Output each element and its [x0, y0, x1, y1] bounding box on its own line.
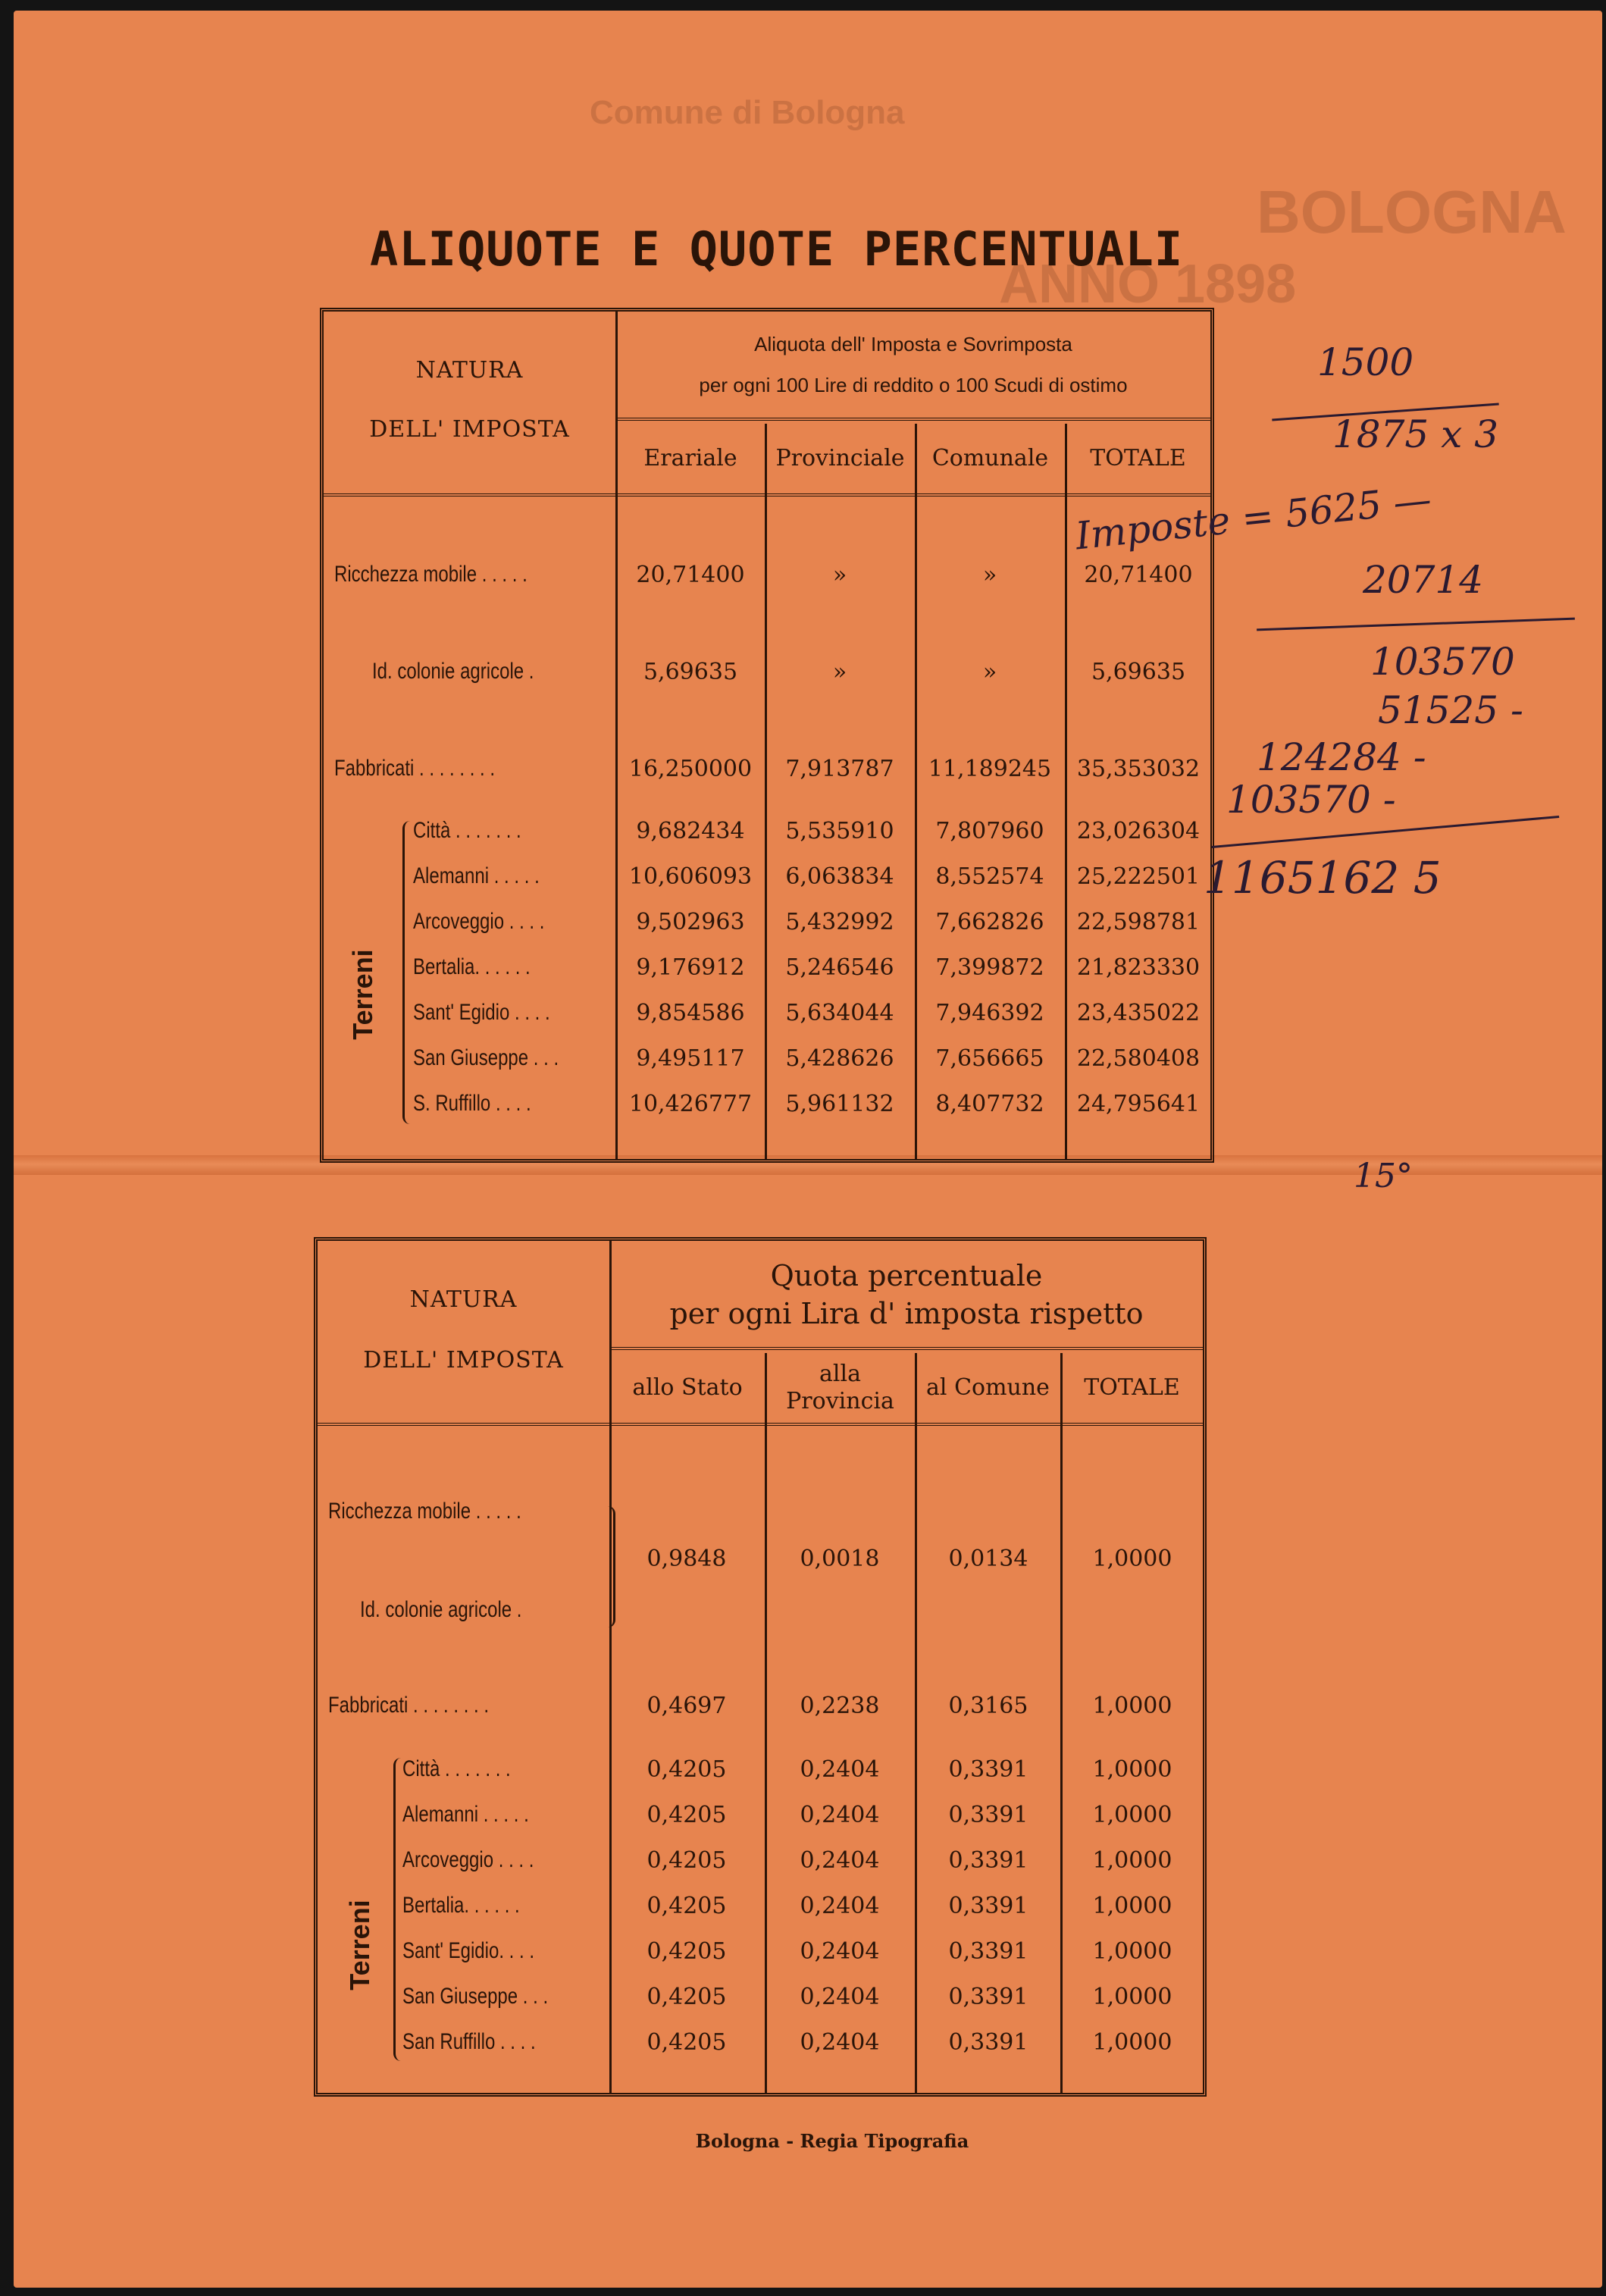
value-cell: 20,71400	[1084, 562, 1193, 588]
value-cell: 0,4205	[646, 2029, 727, 2056]
value-cell: 23,026304	[1076, 818, 1201, 844]
value-cell: 35,353032	[1076, 756, 1201, 782]
document-sheet	[14, 11, 1602, 2288]
value-cell: 0,4205	[646, 1847, 727, 1874]
value-cell: 7,399872	[935, 954, 1044, 981]
value-cell: »	[982, 562, 997, 588]
value-cell: 7,913787	[785, 756, 894, 782]
terreni-row-label: S. Ruffillo . . . .	[413, 1091, 531, 1116]
row-label: Ricchezza mobile . . . . .	[328, 1499, 521, 1524]
terreni-row-label: Sant' Egidio . . . .	[413, 1000, 550, 1025]
value-cell: 0,4205	[646, 1938, 727, 1965]
row-label: Ricchezza mobile . . . . .	[334, 562, 528, 587]
value-cell: 23,435022	[1076, 1000, 1201, 1026]
value-cell: 10,426777	[628, 1091, 753, 1117]
terreni-row-label: Alemanni . . . . .	[413, 863, 540, 888]
natura-header-1: NATURA	[409, 1286, 518, 1313]
terreni-row-label: Alemanni . . . . .	[402, 1802, 529, 1827]
natura-header-1: NATURA	[415, 357, 524, 384]
handwritten-note: 124284 -	[1257, 735, 1426, 779]
value-cell: 1,0000	[1092, 1802, 1172, 1828]
col-header-provincia-line1: alla	[819, 1361, 861, 1387]
ghost-text-2: BOLOGNA	[1257, 178, 1567, 246]
value-cell: »	[832, 659, 847, 685]
value-cell: 0,3165	[948, 1693, 1028, 1719]
value-cell: 1,0000	[1092, 1984, 1172, 2010]
value-cell: 0,2238	[800, 1693, 880, 1719]
value-cell: 0,2404	[800, 1938, 880, 1965]
value-cell: 5,69635	[1091, 659, 1186, 685]
value-cell: 0,2404	[800, 1893, 880, 1919]
value-cell: 0,4205	[646, 1802, 727, 1828]
aliquote-table	[320, 308, 1214, 1163]
value-cell: 0,2404	[800, 1847, 880, 1874]
value-cell: 1,0000	[1092, 1938, 1172, 1965]
value-cell: 0,2404	[800, 1756, 880, 1783]
value-cell: »	[832, 562, 847, 588]
value-cell: 25,222501	[1076, 863, 1201, 890]
value-cell: 24,795641	[1076, 1091, 1201, 1117]
value-cell: 0,3391	[948, 1756, 1028, 1783]
value-cell: 7,662826	[935, 909, 1044, 935]
quote-percentuali-table	[314, 1237, 1207, 2097]
handwritten-note: Imposte = 5625 —	[1073, 477, 1434, 559]
handwritten-note: 15°	[1354, 1157, 1413, 1195]
value-cell: 5,961132	[785, 1091, 894, 1117]
terreni-row-label: San Giuseppe . . .	[413, 1045, 559, 1070]
value-cell: 5,535910	[785, 818, 894, 844]
terreni-label: Terreni	[344, 1900, 375, 1991]
value-cell: 5,246546	[785, 954, 894, 981]
value-cell: 0,4205	[646, 1984, 727, 2010]
value-cell: 5,432992	[785, 909, 894, 935]
value-cell: 1,0000	[1092, 1893, 1172, 1919]
terreni-row-label: Bertalia. . . . . .	[413, 954, 531, 979]
value-cell: 9,176912	[636, 954, 745, 981]
value-cell: 0,4205	[646, 1756, 727, 1783]
value-cell: 9,495117	[636, 1045, 745, 1072]
terreni-row-label: Bertalia. . . . . .	[402, 1893, 520, 1918]
value-cell: 0,3391	[948, 1847, 1028, 1874]
terreni-brace	[402, 821, 414, 1124]
value-cell: 1,0000	[1092, 2029, 1172, 2056]
quota-header-1: Quota percentuale	[770, 1259, 1043, 1292]
value-cell: 0,3391	[948, 2029, 1028, 2056]
quota-header-2: per ogni Lira d' imposta rispetto	[669, 1297, 1144, 1330]
terreni-row-label: Città . . . . . . .	[413, 818, 521, 843]
row-label: Id. colonie agricole .	[372, 659, 534, 684]
value-cell: 8,552574	[935, 863, 1044, 890]
col-header-provinciale: Provinciale	[775, 445, 905, 471]
row-label: Fabbricati . . . . . . . .	[328, 1693, 490, 1718]
handwritten-note: 20714	[1363, 558, 1484, 602]
handwritten-note: 1165162 5	[1204, 852, 1442, 904]
aliquota-header-2: per ogni 100 Lire di reddito o 100 Scudi di ostimo	[699, 374, 1128, 396]
value-cell: »	[982, 659, 997, 685]
value-cell: 21,823330	[1076, 954, 1201, 981]
ricchezza-brace	[604, 1506, 615, 1627]
handwritten-note: 1875 x 3	[1332, 412, 1499, 456]
col-header-erariale: Erariale	[643, 445, 737, 471]
value-cell: 6,063834	[785, 863, 894, 890]
value-cell: 22,598781	[1076, 909, 1201, 935]
value-cell: 1,0000	[1092, 1847, 1172, 1874]
value-cell: 7,946392	[935, 1000, 1044, 1026]
value-cell: 0,4205	[646, 1893, 727, 1919]
page-title: ALIQUOTE E QUOTE PERCENTUALI	[370, 221, 1184, 277]
terreni-row-label: Arcoveggio . . . .	[413, 909, 545, 934]
value-cell: 9,682434	[636, 818, 745, 844]
col-header-provincia-line2: Provincia	[786, 1388, 894, 1414]
terreni-row-label: San Giuseppe . . .	[402, 1984, 549, 2009]
value-cell: 22,580408	[1076, 1045, 1201, 1072]
value-cell: 0,3391	[948, 1938, 1028, 1965]
value-cell: 0,0134	[948, 1546, 1028, 1572]
value-cell: 5,428626	[785, 1045, 894, 1072]
ghost-text-1: Comune di Bologna	[590, 94, 905, 131]
value-cell: 0,3391	[948, 1984, 1028, 2010]
row-label: Id. colonie agricole .	[360, 1597, 522, 1622]
natura-header-2: DELL' IMPOSTA	[363, 1347, 564, 1374]
terreni-label: Terreni	[347, 949, 378, 1040]
handwritten-note: 103570	[1370, 640, 1515, 684]
terreni-row-label: Arcoveggio . . . .	[402, 1847, 534, 1872]
handwritten-note: 103570 -	[1226, 778, 1396, 822]
value-cell: 0,3391	[948, 1802, 1028, 1828]
value-cell: 0,2404	[800, 1984, 880, 2010]
value-cell: 11,189245	[928, 756, 1052, 782]
value-cell: 16,250000	[628, 756, 753, 782]
row-label: Fabbricati . . . . . . . .	[334, 756, 496, 781]
value-cell: 5,634044	[785, 1000, 894, 1026]
terreni-row-label: Sant' Egidio. . . .	[402, 1938, 535, 1963]
value-cell: 0,2404	[800, 2029, 880, 2056]
value-cell: 9,502963	[636, 909, 745, 935]
col-header-comune: al Comune	[926, 1374, 1050, 1401]
value-cell: 20,71400	[636, 562, 745, 588]
value-cell: 0,9848	[646, 1546, 727, 1572]
value-cell: 1,0000	[1092, 1546, 1172, 1572]
printer-footer: Bologna - Regia Tipografia	[695, 2130, 969, 2152]
value-cell: 8,407732	[935, 1091, 1044, 1117]
handwritten-note: 51525 -	[1378, 688, 1523, 732]
value-cell: 0,4697	[646, 1693, 727, 1719]
value-cell: 7,656665	[935, 1045, 1044, 1072]
aliquota-header-1: Aliquota dell' Imposta e Sovrimposta	[754, 333, 1072, 356]
col-header-comunale: Comunale	[931, 445, 1049, 471]
handwritten-rule	[1257, 618, 1575, 631]
value-cell: 1,0000	[1092, 1756, 1172, 1783]
natura-header-2: DELL' IMPOSTA	[369, 416, 570, 443]
value-cell: 0,2404	[800, 1802, 880, 1828]
value-cell: 7,807960	[935, 818, 1044, 844]
col-header-stato: allo Stato	[632, 1374, 743, 1401]
ghost-text-3: ANNO 1898	[999, 254, 1297, 315]
value-cell: 9,854586	[636, 1000, 745, 1026]
handwritten-note: 1500	[1317, 340, 1414, 384]
col-header-totale: TOTALE	[1090, 445, 1186, 471]
value-cell: 0,0018	[800, 1546, 880, 1572]
value-cell: 1,0000	[1092, 1693, 1172, 1719]
value-cell: 0,3391	[948, 1893, 1028, 1919]
terreni-row-label: Città . . . . . . .	[402, 1756, 511, 1781]
value-cell: 10,606093	[628, 863, 753, 890]
terreni-row-label: San Ruffillo . . . .	[402, 2029, 536, 2054]
col-header-totale: TOTALE	[1084, 1374, 1180, 1401]
value-cell: 5,69635	[643, 659, 738, 685]
